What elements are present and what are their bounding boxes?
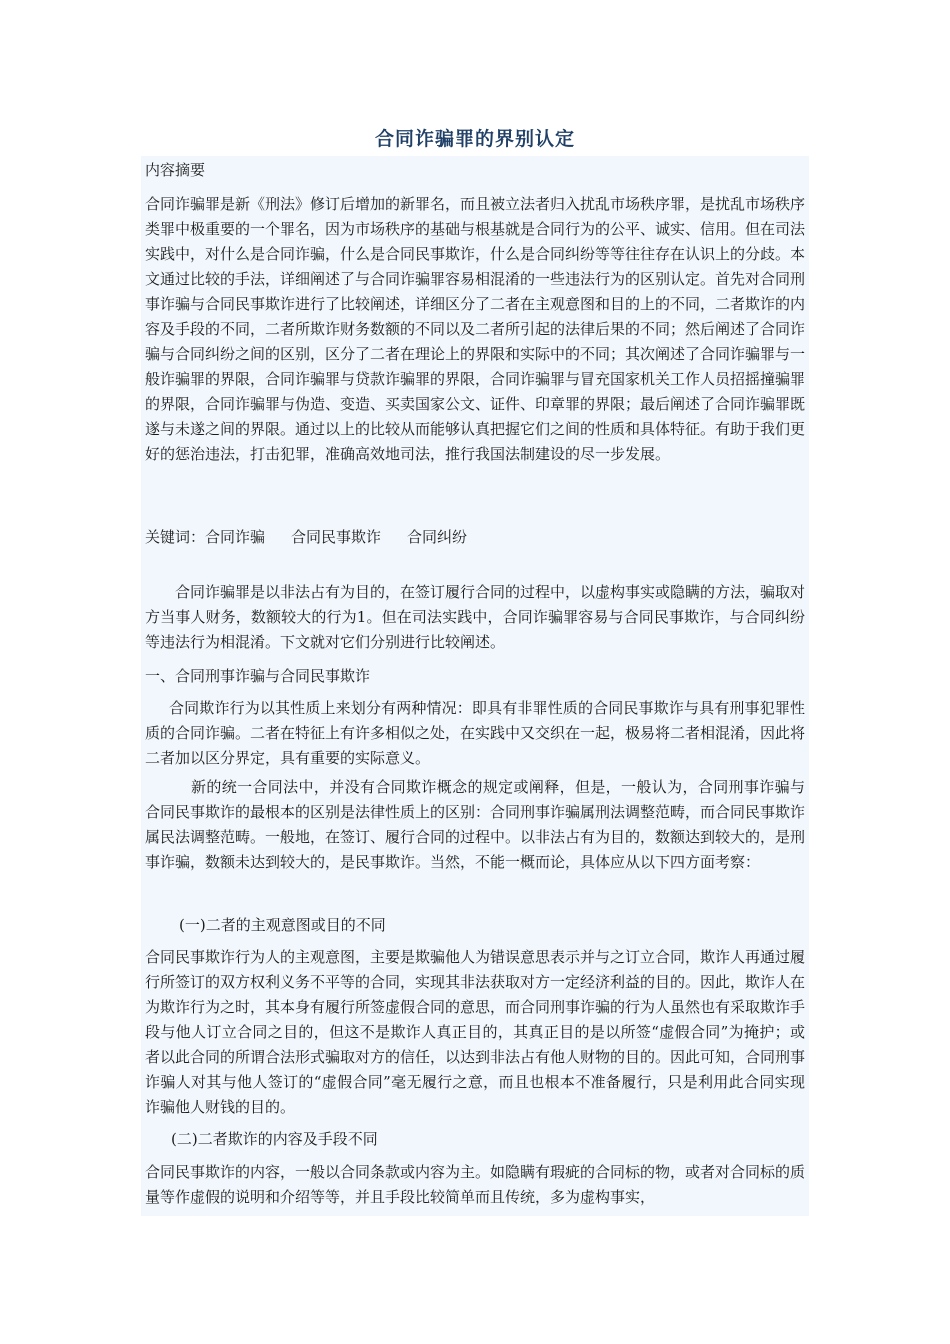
keywords-label: 关键词： xyxy=(145,528,206,546)
subsection1-heading: (一)二者的主观意图或目的不同 xyxy=(179,916,386,934)
keywords-line xyxy=(145,525,805,550)
keyword-2: 合同民事欺诈 xyxy=(291,528,382,546)
section1-heading: 一、合同刑事诈骗与合同民事欺诈 xyxy=(145,667,371,685)
keyword-1: 合同诈骗 xyxy=(205,528,266,546)
section1-paragraph-2: 新的统一合同法中，并没有合同欺诈概念的规定或阐释，但是，一般认为，合同刑事诈骗与合同民事欺诈的最根本的区别是法律性质上的区别：合同刑事诈骗属刑法调整范畴，而合同民事欺诈属民法调整范畴。一般地，在签订、履行合同的过程中。以非法占有为目的，数额达到较大的，是刑事诈骗，数额未达到较大的，是民事欺诈。当然，不能一概而论，具体应从以下四方面考察： xyxy=(145,778,806,871)
subsection2-text: 合同民事欺诈的内容，一般以合同条款或内容为主。如隐瞒有瑕疵的合同标的物，或者对合同标的质量等作虚假的说明和介绍等等，并且手段比较简单而且传统，多为虚构事实， xyxy=(145,1163,806,1206)
intro-paragraph: 合同诈骗罪是以非法占有为目的，在签订履行合同的过程中，以虚构事实或隐瞒的方法，骗取对方当事人财务，数额较大的行为1。但在司法实践中，合同诈骗罪容易与合同民事欺诈，与合同纠纷等违法行为相混淆。下文就对它们分别进行比较阐述。 xyxy=(145,583,806,651)
abstract-text: 合同诈骗罪是新《刑法》修订后增加的新罪名，而且被立法者归入扰乱市场秩序罪，是扰乱市场秩序类罪中极重要的一个罪名，因为市场秩序的基础与根基就是合同行为的公平、诚实、信用。但在司法实践中，对什么是合同诈骗，什么是合同民事欺诈，什么是合同纠纷等等往往存在认识上的分歧。本文通过比较的手法，详细阐述了与合同诈骗罪容易相混淆的一些违法行为的区别认定。首先对合同刑事诈骗与合同民事欺诈进行了比较阐述，详细区分了二者在主观意图和目的上的不同，二者欺诈的内容及手段的不同，二者所欺诈财务数额的不同以及二者所引起的法律后果的不同；然后阐述了合同诈骗与合同纠纷之间的区别，区分了二者在理论上的界限和实际中的不同；其次阐述了合同诈骗罪与一般诈骗罪的界限，合同诈骗罪与贷款诈骗罪的界限，合同诈骗罪与冒充国家机关工作人员招摇撞骗罪的界限，合同诈骗罪与伪造、变造、买卖国家公文、证件、印章罪的界限；最后阐述了合同诈骗罪既遂与未遂之间的界限。通过以上的比较从而能够认真把握它们之间的性质和具体特征。有助于我们更好的惩治违法，打击犯罪，准确高效地司法，推行我国法制建设的尽一步发展。 xyxy=(145,195,806,463)
section1-paragraph-1: 合同欺诈行为以其性质上来划分有两种情况：即具有非罪性质的合同民事欺诈与具有刑事犯罪性质的合同诈骗。二者在特征上有许多相似之处，在实践中又交织在一起，极易将二者相混淆，因此将二者加以区分界定，具有重要的实际意义。 xyxy=(145,699,806,767)
abstract-heading: 内容摘要 xyxy=(145,161,206,179)
document-title: 合同诈骗罪的界别认定 xyxy=(374,128,575,150)
subsection1-text: 合同民事欺诈行为人的主观意图，主要是欺骗他人为错误意思表示并与之订立合同，欺诈人再通过履行所签订的双方权利义务不平等的合同，实现其非法获取对方一定经济利益的目的。因此，欺诈人在为欺诈行为之时，其本身有履行所签虚假合同的意思，而合同刑事诈骗的行为人虽然也有采取欺诈手段与他人订立合同之目的，但这不是欺诈人真正目的，其真正目的是以所签“虚假合同”为掩护；或者以此合同的所谓合法形式骗取对方的信任，以达到非法占有他人财物的目的。因此可知，合同刑事诈骗人对其与他人签订的“虚假合同”毫无履行之意，而且也根本不准备履行，只是利用此合同实现诈骗他人财钱的目的。 xyxy=(145,948,806,1116)
document-body xyxy=(141,156,809,1216)
subsection2-heading: (二)二者欺诈的内容及手段不同 xyxy=(171,1130,378,1148)
keyword-3: 合同纠纷 xyxy=(407,528,468,546)
